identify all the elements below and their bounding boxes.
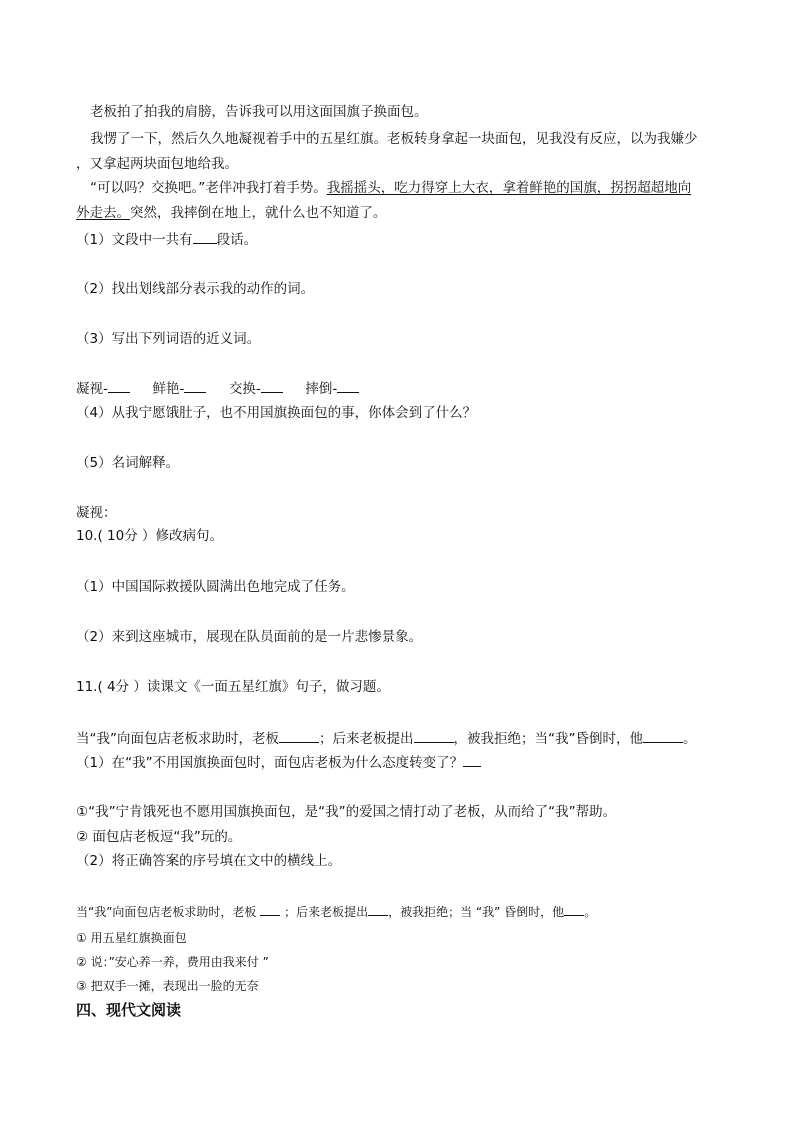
question-11-sentence: 当“我”向面包店老板求助时，老板 ；后来老板提出 ，被我拒绝；当“我”昏倒时，他 。	[76, 731, 697, 747]
passage-paragraph-3	[90, 179, 724, 197]
answer-blank[interactable]	[184, 379, 206, 393]
answer-blank[interactable]	[564, 904, 584, 916]
answer-blank[interactable]	[279, 729, 319, 743]
question-11-option-2: ② 面包店老板逗“我”玩的。	[76, 829, 242, 845]
question-10-2: （2）来到这座城市，展现在队员面前的是一片悲惨景象。	[76, 629, 423, 645]
passage-ending-text: 突然，我摔倒在地上，就什么也不知道了。	[130, 205, 387, 221]
answer-blank[interactable]	[337, 379, 359, 393]
question-9-5: （5）名词解释。	[76, 455, 180, 471]
answer-blank[interactable]	[463, 753, 481, 767]
question-11-title: 11.( 4分 ）读课文《一面五星红旗》句子，做习题。	[76, 679, 390, 695]
question-10-1: （1）中国国际救援队圆满出色地完成了任务。	[76, 579, 355, 595]
choice-3: ③ 把双手一摊，表现出一脸的无奈	[76, 979, 259, 993]
passage-paragraph-2-line-2: ，又拿起两块面包地给我。	[76, 156, 238, 172]
term-ningshi: 凝视：	[76, 505, 117, 521]
passage-paragraph-1: 老板拍了拍我的肩膀，告诉我可以用这面国旗子换面包。	[90, 104, 428, 120]
question-11-sentence-2: 当“我”向面包店老板求助时，老板 ；后来老板提出 ，被我拒绝；当 “我” 昏倒时，他 。	[76, 905, 597, 919]
answer-blank[interactable]	[261, 379, 283, 393]
question-9-3: （3）写出下列词语的近义词。	[76, 331, 261, 347]
question-10-title: 10.( 10分 ）修改病句。	[76, 528, 223, 544]
passage-paragraph-2-line-1: 我愣了一下，然后久久地凝视着手中的五星红旗。老板转身拿起一块面包，见我没有反应，以为我嫌少	[90, 131, 698, 147]
dialogue-text: “可以吗？交换吧。”老伴冲我打着手势。	[90, 180, 327, 196]
choice-1: ① 用五星红旗换面包	[76, 931, 187, 945]
passage-paragraph-4	[76, 204, 724, 222]
question-11-1: （1）在“我”不用国旗换面包时，面包店老板为什么态度转变了？	[76, 753, 724, 772]
underlined-action-text: 我摇摇头，吃力得穿上大衣，拿着鲜艳的国旗，拐拐超超地向	[326, 180, 692, 196]
question-11-option-1: ①“我”宁肯饿死也不愿用国旗换面包，是“我”的爱国之情打动了老板，从而给了“我”帮助。	[76, 804, 617, 820]
answer-blank[interactable]	[260, 904, 280, 916]
choice-2: ② 说：”安心养一养，费用由我来付 ”	[76, 955, 269, 969]
question-11-2: （2）将正确答案的序号填在文中的横线上。	[76, 853, 342, 869]
synonym-word-3: 交换-	[228, 381, 261, 397]
synonym-words-row	[76, 379, 724, 398]
underlined-action-text-end: 外走去。	[76, 205, 130, 221]
synonym-word-4: 摔倒-	[305, 381, 338, 397]
answer-blank[interactable]	[643, 729, 683, 743]
question-9-1: （1）文段中一共有 段话。	[76, 232, 258, 248]
answer-blank[interactable]	[108, 379, 130, 393]
synonym-word-1: 凝视-	[76, 381, 108, 397]
question-9-2: （2）找出划线部分表示我的动作的词。	[76, 281, 315, 297]
question-9-4: （4）从我宁愿饿肚子，也不用国旗换面包的事，你体会到了什么？	[76, 405, 477, 421]
answer-blank[interactable]	[193, 230, 217, 244]
answer-blank[interactable]	[368, 904, 388, 916]
answer-blank[interactable]	[414, 729, 454, 743]
synonym-word-2: 鲜艳-	[152, 381, 185, 397]
section-heading-modern-reading: 四、现代文阅读	[76, 1001, 182, 1019]
